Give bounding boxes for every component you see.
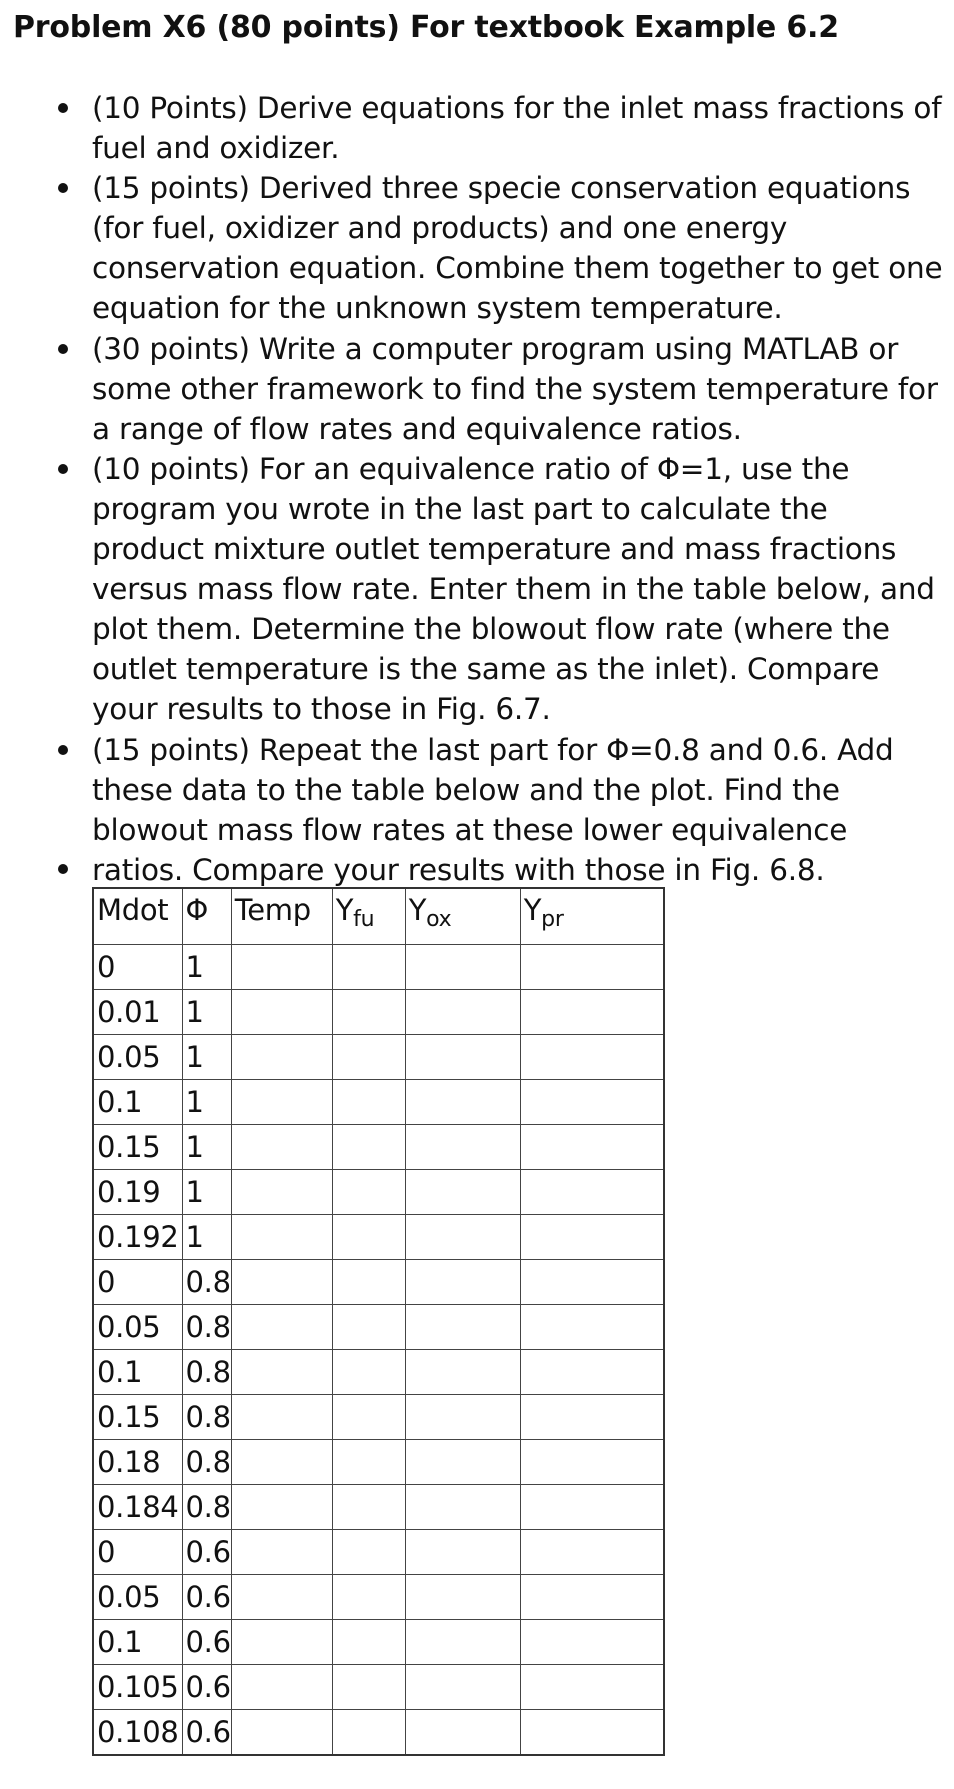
cell-y-oxidizer[interactable]	[405, 990, 520, 1035]
task-item	[0, 329, 954, 449]
cell-y-oxidizer[interactable]	[405, 1305, 520, 1350]
cell-y-products[interactable]	[520, 1125, 664, 1170]
task-item	[0, 449, 954, 730]
table-row	[93, 1620, 664, 1665]
header-y-fuel-sub: fu	[353, 907, 375, 932]
cell-y-fuel[interactable]	[332, 1575, 405, 1620]
cell-mdot: 0.05	[93, 1035, 182, 1080]
task-item	[0, 168, 954, 328]
header-y-fuel-base: Y	[335, 893, 354, 927]
table-row	[93, 1395, 664, 1440]
cell-mdot: 0	[93, 1530, 182, 1575]
cell-y-oxidizer[interactable]	[405, 1710, 520, 1756]
cell-temp[interactable]	[231, 1665, 332, 1710]
cell-mdot: 0	[93, 1260, 182, 1305]
cell-y-products[interactable]	[520, 990, 664, 1035]
cell-phi: 0.8	[182, 1485, 231, 1530]
table-row	[93, 1485, 664, 1530]
table-row	[93, 1260, 664, 1305]
cell-phi: 1	[182, 1170, 231, 1215]
cell-mdot: 0.15	[93, 1125, 182, 1170]
header-y-products	[520, 888, 664, 945]
cell-y-fuel[interactable]	[332, 1170, 405, 1215]
task-text: (10 points) For an equivalence ratio of Φ=1, use the program you wrote in the last part to calculate the product mixture outlet temperature and mass fractions versus mass flow rate. Enter them in the table below, and plot them. Determine the blowout flow rate (where the outlet temperature is the same as the inlet). Compare your results to those in Fig. 6.7.	[92, 451, 935, 727]
task-text: (10 Points) Derive equations for the inlet mass fractions of fuel and oxidizer.	[92, 91, 942, 166]
cell-y-oxidizer[interactable]	[405, 1260, 520, 1305]
cell-y-products[interactable]	[520, 1665, 664, 1710]
cell-temp[interactable]	[231, 1395, 332, 1440]
cell-y-oxidizer[interactable]	[405, 945, 520, 990]
header-phi: Φ	[182, 888, 231, 945]
cell-y-fuel[interactable]	[332, 1530, 405, 1575]
table-row	[93, 1665, 664, 1710]
cell-y-fuel[interactable]	[332, 1620, 405, 1665]
cell-mdot: 0	[93, 945, 182, 990]
cell-mdot: 0.1	[93, 1080, 182, 1125]
table-row	[93, 1710, 664, 1756]
cell-phi: 0.8	[182, 1395, 231, 1440]
cell-phi: 0.6	[182, 1710, 231, 1756]
cell-mdot: 0.05	[93, 1305, 182, 1350]
cell-y-oxidizer[interactable]	[405, 1170, 520, 1215]
table-row	[93, 945, 664, 990]
cell-y-products[interactable]	[520, 1260, 664, 1305]
cell-y-oxidizer[interactable]	[405, 1350, 520, 1395]
cell-phi: 0.8	[182, 1305, 231, 1350]
cell-y-oxidizer[interactable]	[405, 1035, 520, 1080]
problem-title: Problem X6 (80 points) For textbook Example 6.2	[13, 10, 839, 45]
table-row	[93, 1215, 664, 1260]
cell-temp[interactable]	[231, 1620, 332, 1665]
cell-phi: 1	[182, 945, 231, 990]
cell-y-fuel[interactable]	[332, 1125, 405, 1170]
cell-temp[interactable]	[231, 990, 332, 1035]
table-header-row	[93, 888, 664, 945]
cell-y-oxidizer[interactable]	[405, 1125, 520, 1170]
cell-temp[interactable]	[231, 1530, 332, 1575]
cell-temp[interactable]	[231, 1170, 332, 1215]
cell-y-oxidizer[interactable]	[405, 1530, 520, 1575]
cell-y-oxidizer[interactable]	[405, 1215, 520, 1260]
cell-phi: 1	[182, 1035, 231, 1080]
cell-y-oxidizer[interactable]	[405, 1575, 520, 1620]
cell-y-fuel[interactable]	[332, 1485, 405, 1530]
bullet-icon	[58, 864, 68, 874]
cell-temp[interactable]	[231, 1350, 332, 1395]
cell-y-products[interactable]	[520, 945, 664, 990]
cell-temp[interactable]	[231, 1125, 332, 1170]
table-row	[93, 1440, 664, 1485]
cell-y-fuel[interactable]	[332, 945, 405, 990]
cell-mdot: 0.1	[93, 1620, 182, 1665]
cell-temp[interactable]	[231, 1575, 332, 1620]
cell-y-oxidizer[interactable]	[405, 1485, 520, 1530]
cell-mdot: 0.184	[93, 1485, 182, 1530]
cell-phi: 0.6	[182, 1575, 231, 1620]
cell-temp[interactable]	[231, 1035, 332, 1080]
cell-temp[interactable]	[231, 1305, 332, 1350]
cell-phi: 1	[182, 990, 231, 1035]
cell-phi: 1	[182, 1080, 231, 1125]
cell-mdot: 0.15	[93, 1395, 182, 1440]
bullet-icon	[58, 103, 68, 113]
table-row	[93, 1080, 664, 1125]
cell-mdot: 0.1	[93, 1350, 182, 1395]
cell-y-products[interactable]	[520, 1170, 664, 1215]
bullet-icon	[58, 183, 68, 193]
cell-y-fuel[interactable]	[332, 1395, 405, 1440]
task-text: (30 points) Write a computer program using MATLAB or some other framework to find the system temperature for a range of flow rates and equivalence ratios.	[92, 331, 938, 446]
cell-y-fuel[interactable]	[332, 1035, 405, 1080]
header-mdot: Mdot	[93, 888, 182, 945]
cell-phi: 0.8	[182, 1440, 231, 1485]
cell-temp[interactable]	[231, 1710, 332, 1756]
cell-mdot: 0.18	[93, 1440, 182, 1485]
bullet-icon	[58, 745, 68, 755]
cell-y-products[interactable]	[520, 1305, 664, 1350]
table-row	[93, 1035, 664, 1080]
results-table	[92, 887, 665, 1756]
cell-y-products[interactable]	[520, 1620, 664, 1665]
cell-mdot: 0.05	[93, 1575, 182, 1620]
cell-y-products[interactable]	[520, 1350, 664, 1395]
task-item	[0, 730, 954, 890]
table-row	[93, 1350, 664, 1395]
cell-y-products[interactable]	[520, 1440, 664, 1485]
task-text: (15 points) Repeat the last part for Φ=0.8 and 0.6. Add these data to the table below and the plot. Find the blowout mass flow rates at these lower equivalence ratios. Compare your results with those in Fig. 6.8.	[92, 732, 894, 887]
cell-y-products[interactable]	[520, 1215, 664, 1260]
cell-mdot: 0.105	[93, 1665, 182, 1710]
cell-temp[interactable]	[231, 1260, 332, 1305]
header-y-oxidizer	[405, 888, 520, 945]
cell-y-fuel[interactable]	[332, 1215, 405, 1260]
cell-y-products[interactable]	[520, 1035, 664, 1080]
cell-temp[interactable]	[231, 1080, 332, 1125]
cell-phi: 0.8	[182, 1260, 231, 1305]
cell-y-products[interactable]	[520, 1530, 664, 1575]
cell-mdot: 0.19	[93, 1170, 182, 1215]
cell-y-products[interactable]	[520, 1575, 664, 1620]
cell-y-oxidizer[interactable]	[405, 1665, 520, 1710]
cell-y-fuel[interactable]	[332, 1710, 405, 1756]
cell-phi: 1	[182, 1215, 231, 1260]
header-y-fuel	[332, 888, 405, 945]
cell-phi: 0.6	[182, 1530, 231, 1575]
cell-y-fuel[interactable]	[332, 1260, 405, 1305]
cell-phi: 1	[182, 1125, 231, 1170]
bullet-icon	[58, 344, 68, 354]
cell-y-oxidizer[interactable]	[405, 1440, 520, 1485]
cell-temp[interactable]	[231, 1485, 332, 1530]
table-row	[93, 1575, 664, 1620]
cell-y-oxidizer[interactable]	[405, 1395, 520, 1440]
task-item	[0, 88, 954, 168]
table-row	[93, 1125, 664, 1170]
cell-y-products[interactable]	[520, 1485, 664, 1530]
header-y-oxidizer-sub: ox	[426, 907, 452, 932]
table-row	[93, 1530, 664, 1575]
header-y-products-base: Y	[523, 893, 542, 927]
cell-mdot: 0.01	[93, 990, 182, 1035]
bullet-icon	[58, 464, 68, 474]
cell-temp[interactable]	[231, 1215, 332, 1260]
cell-y-fuel[interactable]	[332, 990, 405, 1035]
header-y-products-sub: pr	[541, 907, 564, 932]
table-row	[93, 990, 664, 1035]
cell-y-products[interactable]	[520, 1080, 664, 1125]
cell-y-products[interactable]	[520, 1395, 664, 1440]
cell-y-fuel[interactable]	[332, 1440, 405, 1485]
cell-phi: 0.6	[182, 1665, 231, 1710]
cell-phi: 0.8	[182, 1350, 231, 1395]
table-row	[93, 1305, 664, 1350]
cell-y-products[interactable]	[520, 1710, 664, 1756]
cell-y-oxidizer[interactable]	[405, 1620, 520, 1665]
cell-temp[interactable]	[231, 1440, 332, 1485]
cell-temp[interactable]	[231, 945, 332, 990]
header-y-oxidizer-base: Y	[408, 893, 427, 927]
header-temp: Temp	[231, 888, 332, 945]
cell-phi: 0.6	[182, 1620, 231, 1665]
table-row	[93, 1170, 664, 1215]
cell-mdot: 0.192	[93, 1215, 182, 1260]
task-text: (15 points) Derived three specie conservation equations (for fuel, oxidizer and products) and one energy conservation equation. Combine them together to get one equation for the unknown system temperature.	[92, 171, 943, 326]
task-list	[0, 88, 954, 890]
table-body	[93, 945, 664, 1756]
cell-mdot: 0.108	[93, 1710, 182, 1756]
cell-y-fuel[interactable]	[332, 1305, 405, 1350]
cell-y-fuel[interactable]	[332, 1080, 405, 1125]
cell-y-oxidizer[interactable]	[405, 1080, 520, 1125]
cell-y-fuel[interactable]	[332, 1665, 405, 1710]
cell-y-fuel[interactable]	[332, 1350, 405, 1395]
